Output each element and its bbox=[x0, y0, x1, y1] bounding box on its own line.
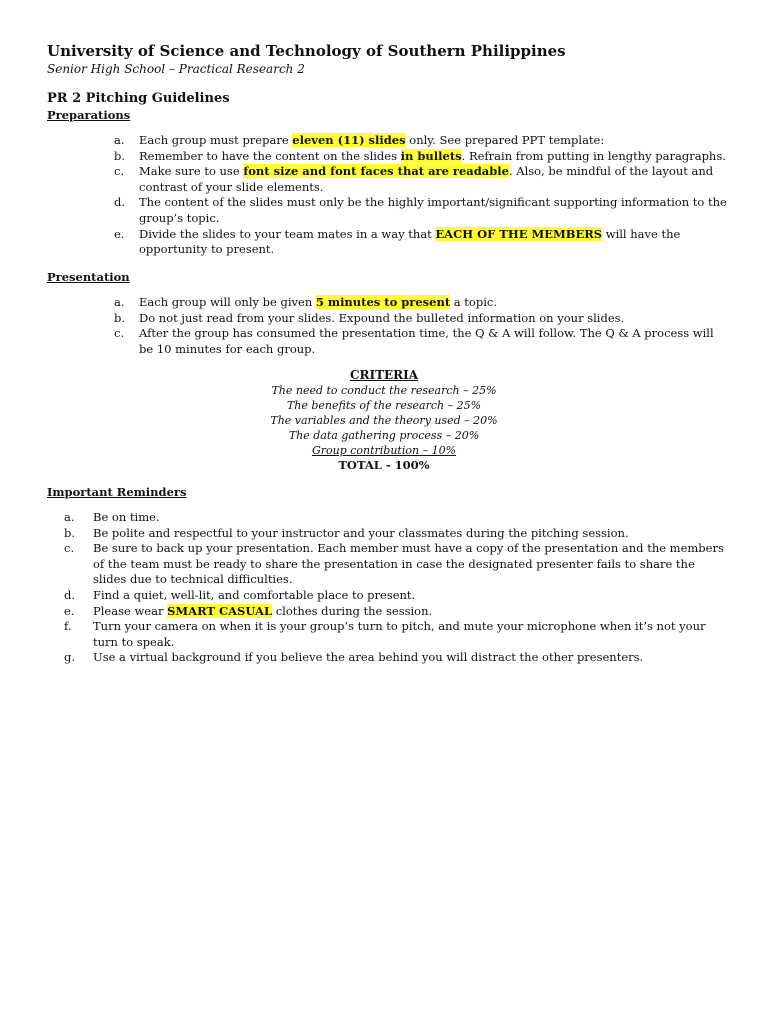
list-item bbox=[64, 588, 729, 604]
highlighted-text: font size and font faces that are readable bbox=[243, 164, 509, 179]
item-text: Please wear bbox=[93, 603, 168, 618]
item-text: Use a virtual background if you believe the area behind you will distract the other presenters. bbox=[93, 650, 644, 665]
list-marker: f. bbox=[64, 619, 72, 634]
institution-title: University of Science and Technology of Southern Philippines bbox=[47, 42, 566, 60]
criteria-heading: CRITERIA bbox=[349, 368, 419, 382]
list-item bbox=[114, 164, 729, 195]
item-text: Do not just read from your slides. Expound the bulleted information on your slides. bbox=[139, 310, 625, 325]
list-item bbox=[64, 650, 729, 666]
criteria-item: The need to conduct the research – 25% bbox=[271, 384, 497, 397]
list-item bbox=[114, 295, 729, 311]
reminders-heading: Important Reminders bbox=[47, 485, 187, 499]
highlighted-text: eleven (11) slides bbox=[292, 133, 406, 147]
document-subtitle: Senior High School – Practical Research 2 bbox=[47, 62, 305, 76]
list-item bbox=[64, 604, 729, 620]
criteria-block bbox=[0, 368, 768, 473]
list-marker: b. bbox=[114, 310, 126, 325]
list-item bbox=[114, 311, 729, 327]
list-item bbox=[64, 526, 729, 542]
item-text: Be on time. bbox=[93, 510, 160, 524]
list-item bbox=[114, 149, 729, 165]
list-item bbox=[114, 326, 729, 357]
reminders-list bbox=[64, 510, 729, 666]
item-text: will have the opportunity to present. bbox=[139, 226, 681, 257]
list-marker: b. bbox=[64, 525, 76, 540]
list-marker: a. bbox=[64, 510, 75, 524]
highlighted-text: 5 minutes to present bbox=[315, 295, 451, 309]
list-item bbox=[114, 133, 729, 149]
list-item bbox=[64, 619, 729, 650]
list-marker: d. bbox=[114, 195, 126, 210]
item-text: . Refrain from putting in lengthy paragraphs. bbox=[461, 148, 726, 163]
item-text: Remember to have the content on the slides bbox=[139, 148, 401, 163]
criteria-item: The variables and the theory used – 20% bbox=[270, 414, 498, 427]
highlighted-text: in bullets bbox=[400, 148, 462, 163]
item-text: Make sure to use bbox=[139, 164, 244, 179]
list-item bbox=[64, 541, 729, 588]
item-text: . Also, be mindful of the layout and contrast of your slide elements. bbox=[139, 164, 714, 194]
item-text: only. See prepared PPT template: bbox=[405, 133, 605, 147]
list-item bbox=[114, 227, 729, 258]
item-text: Find a quiet, well-lit, and comfortable place to present. bbox=[93, 587, 416, 602]
item-text: Each group will only be given bbox=[139, 295, 316, 309]
list-marker: e. bbox=[64, 603, 75, 618]
criteria-item: The benefits of the research – 25% bbox=[286, 399, 482, 412]
page-title: PR 2 Pitching Guidelines bbox=[47, 91, 230, 106]
presentation-list bbox=[114, 295, 729, 357]
preparations-list bbox=[114, 133, 729, 258]
item-text: Divide the slides to your team mates in a way that bbox=[139, 226, 436, 241]
highlighted-text: SMART CASUAL bbox=[167, 603, 273, 618]
list-item bbox=[64, 510, 729, 526]
presentation-heading: Presentation bbox=[47, 270, 130, 284]
preparations-heading: Preparations bbox=[47, 108, 131, 122]
item-text: The content of the slides must only be the highly important/significant supporting information to the group’s topic. bbox=[139, 195, 727, 225]
item-text: clothes during the session. bbox=[272, 603, 433, 618]
list-marker: c. bbox=[64, 541, 75, 556]
item-text: Be sure to back up your presentation. Each member must have a copy of the presentation and the members of the team must be ready to share the presentation in case the designated presenter fails to share the slides due to technical difficulties. bbox=[93, 541, 724, 587]
list-marker: d. bbox=[64, 587, 76, 602]
criteria-total: TOTAL - 100% bbox=[338, 458, 430, 472]
list-marker: a. bbox=[114, 295, 125, 309]
list-marker: c. bbox=[114, 326, 125, 341]
highlighted-text: EACH OF THE MEMBERS bbox=[435, 226, 603, 241]
item-text: Turn your camera on when it is your group’s turn to pitch, and mute your microphone when it’s not your turn to speak. bbox=[93, 619, 706, 649]
criteria-item: Group contribution – 10% bbox=[311, 444, 457, 457]
list-marker: g. bbox=[64, 650, 76, 665]
list-marker: c. bbox=[114, 164, 125, 179]
list-marker: a. bbox=[114, 133, 125, 147]
list-marker: e. bbox=[114, 226, 125, 241]
criteria-item: The data gathering process – 20% bbox=[288, 429, 480, 442]
item-text: Each group must prepare bbox=[139, 133, 293, 147]
list-marker: b. bbox=[114, 148, 126, 163]
item-text: a topic. bbox=[450, 295, 497, 309]
item-text: After the group has consumed the presentation time, the Q & A will follow. The Q & A process will be 10 minutes for each group. bbox=[139, 326, 714, 356]
list-item bbox=[114, 195, 729, 226]
item-text: Be polite and respectful to your instructor and your classmates during the pitching session. bbox=[93, 525, 629, 540]
